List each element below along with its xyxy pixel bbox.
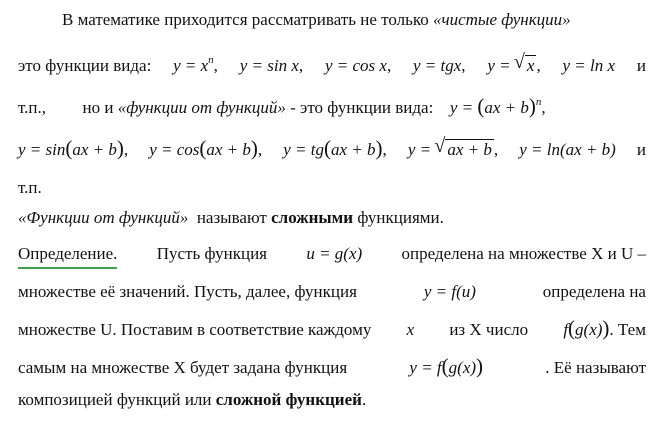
paragraph-line-6 bbox=[18, 206, 444, 232]
bold-term: сложной функцией bbox=[215, 390, 362, 409]
formula-inner: u = g(x) bbox=[306, 244, 363, 263]
italic-term: «функции от функций» bbox=[117, 98, 286, 117]
formula-tg: y = tgx, bbox=[413, 56, 466, 75]
paragraph-line-11 bbox=[18, 388, 366, 414]
text: - это функции вида: bbox=[290, 98, 434, 117]
formula-composition: y = f(g(x)) bbox=[409, 354, 484, 378]
formula-power-linear: y = (ax + b)$^n$, bbox=[449, 94, 546, 118]
text: называют bbox=[188, 208, 272, 227]
text: и bbox=[636, 140, 646, 159]
formula-ln-linear: y = ln(ax + b) bbox=[519, 140, 616, 159]
text: но и bbox=[82, 98, 114, 117]
formula-cos-linear: y = cos(ax + b), bbox=[149, 136, 263, 160]
text: из X число bbox=[449, 320, 529, 339]
text: определена на bbox=[542, 282, 646, 301]
text: В математике приходится рассматривать не только bbox=[62, 10, 433, 29]
bold-term: сложными bbox=[271, 208, 354, 227]
paragraph-line-4 bbox=[18, 136, 646, 162]
text: множестве U. Поставим в соответствие каждому bbox=[18, 320, 372, 339]
formula-outer: y = f(u) bbox=[423, 282, 476, 301]
paragraph-line-9 bbox=[18, 316, 646, 342]
paragraph-line-5 bbox=[18, 176, 42, 202]
formula-cos: y = cos x, bbox=[324, 56, 392, 75]
formula-sqrt: y = √ x , bbox=[487, 51, 541, 75]
paragraph-line-1 bbox=[62, 8, 571, 34]
formula-power: $y = x^n$, bbox=[173, 54, 218, 75]
formula-tg-linear: y = tg(ax + b), bbox=[283, 136, 387, 160]
text: определена на множестве X и U – bbox=[401, 244, 646, 263]
text: . bbox=[361, 390, 367, 409]
text: это функции вида: bbox=[18, 56, 152, 75]
paragraph-line-10 bbox=[18, 354, 646, 380]
text: Пусть функция bbox=[156, 244, 267, 263]
text: множестве её значений. Пусть, далее, функция bbox=[18, 282, 357, 301]
text: и bbox=[636, 56, 646, 75]
text: композицией функций или bbox=[18, 390, 216, 409]
text: т.п. bbox=[18, 178, 42, 197]
text: т.п., bbox=[18, 98, 46, 117]
paragraph-line-8 bbox=[18, 280, 646, 306]
italic-term: «Функции от функций» bbox=[18, 208, 189, 227]
italic-term: «чистые функции» bbox=[433, 10, 571, 29]
text: функциями. bbox=[353, 208, 444, 227]
paragraph-line-3 bbox=[18, 90, 646, 116]
paragraph-line-2 bbox=[18, 48, 646, 74]
text: самым на множестве X будет задана функция bbox=[18, 358, 348, 377]
formula-sin-linear: y = sin(ax + b), bbox=[18, 136, 129, 160]
formula-sqrt-linear: y = √ ax + b , bbox=[407, 135, 499, 159]
formula-x: x bbox=[406, 320, 415, 339]
formula-ln: y = ln x bbox=[562, 56, 616, 75]
text: . Её называют bbox=[545, 358, 646, 377]
formula-sin: y = sin x, bbox=[239, 56, 304, 75]
formula-composition-value: f(g(x)). Тем bbox=[563, 316, 646, 340]
definition-label: Определение. bbox=[18, 242, 117, 269]
paragraph-line-7 bbox=[18, 242, 646, 268]
